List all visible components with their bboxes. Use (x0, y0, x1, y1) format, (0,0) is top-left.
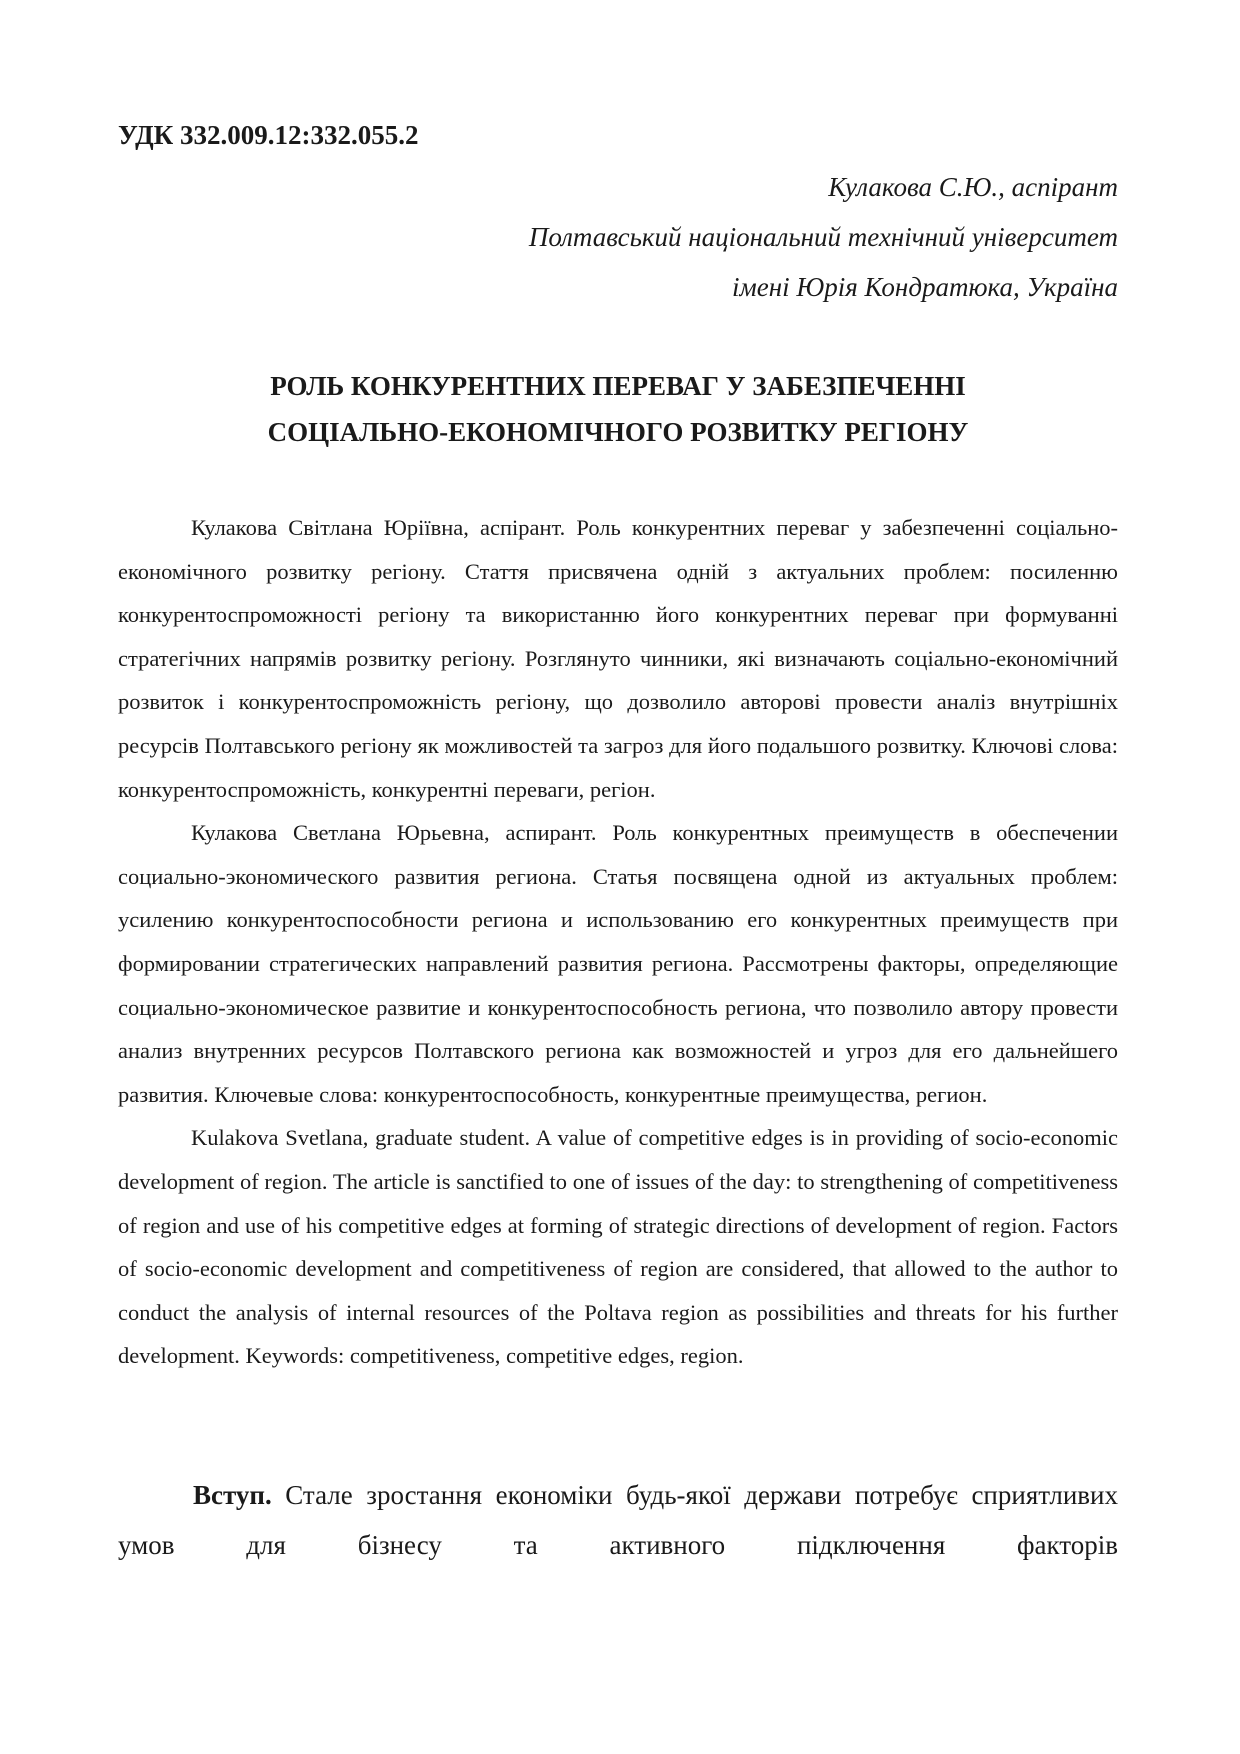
author-name: Кулакова С.Ю., аспірант (828, 172, 1118, 202)
article-title-line-1: РОЛЬ КОНКУРЕНТНИХ ПЕРЕВАГ У ЗАБЕЗПЕЧЕННІ (270, 371, 966, 401)
author-affiliation-country: імені Юрія Кондратюка, Україна (731, 272, 1118, 302)
abstract-ukrainian: Кулакова Світлана Юріївна, аспірант. Роль конкурентних переваг у забезпеченні соціально-економічного розвитку регіону. Стаття присвячена одній з актуальних проблем: посиленню конкурентоспроможності регіону та використанню його конкурентних переваг при формуванні стратегічних напрямів розвитку регіону. Розглянуто чинники, які визначають соціально-економічний розвиток і конкурентоспроможність регіону, що дозволило авторові провести аналіз внутрішніх ресурсів Полтавського регіону як можливостей та загроз для його подальшого розвитку. Ключові слова: конкурентоспроможність, конкурентні переваги, регіон. (118, 515, 1118, 802)
introduction (118, 1470, 1118, 1570)
abstracts (118, 506, 1118, 1378)
abstract-english: Kulakova Svetlana, graduate student. A value of competitive edges is in providing of socio-economic development of region. The article is sanctified to one of issues of the day: to strengthening of competitiveness of region and use of his competitive edges at forming of strategic directions of development of region. Factors of socio-economic development and competitiveness of region are considered, that allowed to the author to conduct the analysis of internal resources of the Poltava region as possibilities and threats for his further development. Keywords: competitiveness, competitive edges, region. (118, 1125, 1118, 1369)
introduction-paragraph (118, 1470, 1118, 1570)
abstract-russian: Кулакова Светлана Юрьевна, аспирант. Роль конкурентных преимуществ в обеспечении социально-экономического развития региона. Статья посвящена одной из актуальных проблем: усилению конкурентоспособности региона и использованию его конкурентных преимуществ при формировании стратегических направлений развития региона. Рассмотрены факторы, определяющие социально-экономическое развитие и конкурентоспособность региона, что позволило автору провести анализ внутренних ресурсов Полтавского региона как возможностей и угроз для его дальнейшего развития. Ключевые слова: конкурентоспособность, конкурентные преимущества, регион. (118, 820, 1118, 1107)
author-block (529, 162, 1118, 312)
udc-code: УДК 332.009.12:332.055.2 (118, 120, 419, 150)
article-title (118, 363, 1118, 455)
article-title-line-2: СОЦІАЛЬНО-ЕКОНОМІЧНОГО РОЗВИТКУ РЕГІОНУ (267, 417, 969, 447)
introduction-text: Стале зростання економіки будь-якої держави потребує сприятливих умов для бізнесу та активного підключення факторів (118, 1480, 1119, 1560)
author-affiliation: Полтавський національний технічний університет (528, 222, 1118, 252)
introduction-heading: Вступ. (193, 1480, 272, 1510)
